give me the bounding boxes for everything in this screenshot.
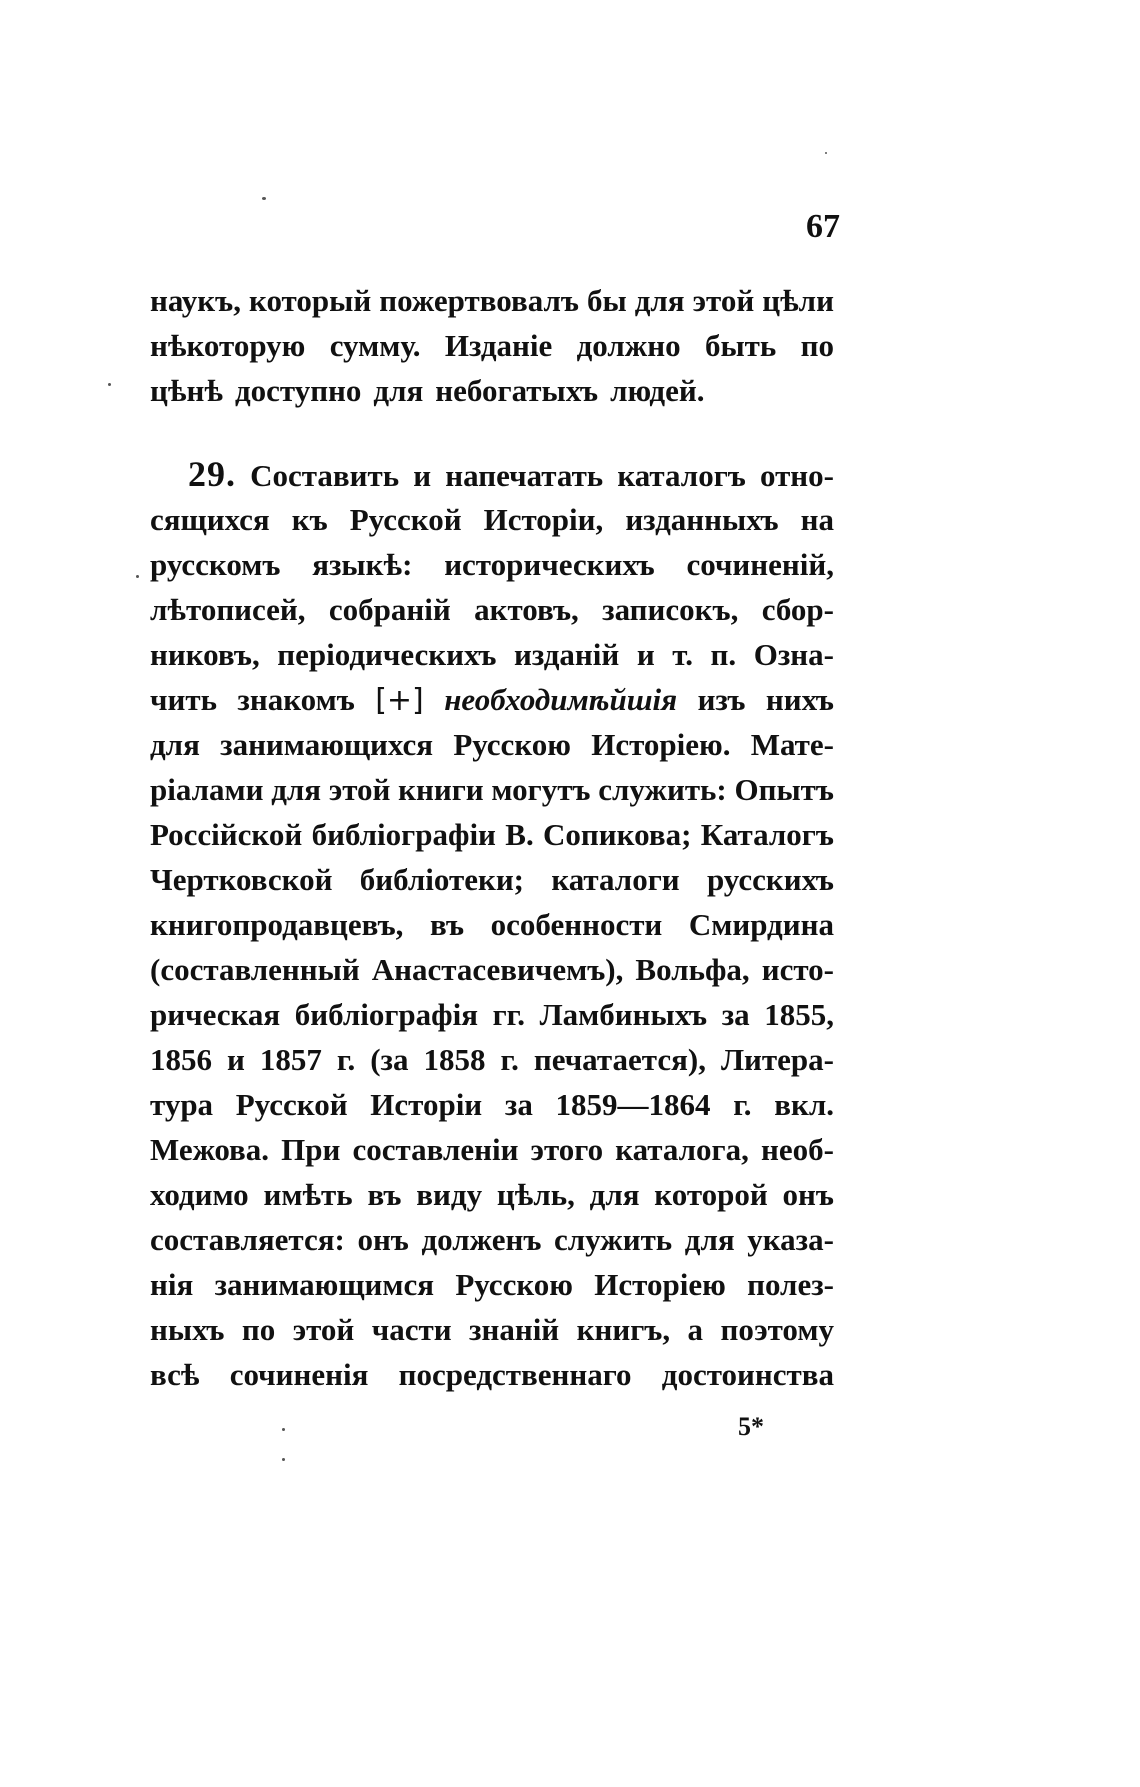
scan-speck xyxy=(282,1428,285,1431)
page-number: 67 xyxy=(806,208,840,245)
scan-speck xyxy=(825,152,827,154)
item-number: 29. xyxy=(188,454,236,494)
signature-mark: 5* xyxy=(738,1412,764,1441)
italic-term: необходимѣйшія xyxy=(444,682,678,717)
text-line: рическая библіографія гг. Ламбиныхъ за 1855, xyxy=(150,997,834,1032)
text-line: Россійской библіографіи В. Сопикова; Каталогъ xyxy=(150,817,834,852)
paragraph-item-29 xyxy=(150,452,834,1397)
text-line: всѣ сочиненія посредственнаго достоинства xyxy=(150,1357,834,1392)
text-line: ходимо имѣть въ виду цѣль, для которой онъ xyxy=(150,1177,834,1212)
text-line: Чертковской библіотеки; каталоги русскихъ xyxy=(150,862,834,897)
text-line: (составленный Анастасевичемъ), Вольфа, исто- xyxy=(150,952,834,987)
text-line: составляется: онъ долженъ служить для указа- xyxy=(150,1222,834,1257)
text-line: сящихся къ Русской Исторіи, изданныхъ на xyxy=(150,502,834,537)
text-line: Межова. При составленіи этого каталога, необ- xyxy=(150,1132,834,1167)
text-line: нѣкоторую сумму. Изданіе должно быть по xyxy=(150,328,834,363)
text-line: наукъ, который пожертвовалъ бы для этой цѣли xyxy=(150,283,834,318)
scan-speck xyxy=(136,575,139,578)
scan-speck xyxy=(262,197,266,200)
text-line: цѣнѣ доступно для небогатыхъ людей. xyxy=(150,373,705,408)
cross-mark: [+] xyxy=(375,683,424,718)
scan-speck xyxy=(108,383,111,386)
text-line: тура Русской Исторіи за 1859—1864 г. вкл. xyxy=(150,1087,834,1122)
text-line: 29. Составить и напечатать каталогъ отно- xyxy=(150,452,834,497)
scan-speck xyxy=(282,1458,285,1461)
text-line: никовъ, періодическихъ изданій и т. п. Озна- xyxy=(150,637,834,672)
text-line: нія занимающимся Русскою Исторіею полез- xyxy=(150,1267,834,1302)
text-line: чить знакомъ [+] необходимѣйшія изъ нихъ xyxy=(150,677,834,722)
text-line: ныхъ по этой части знаній книгъ, а поэтому xyxy=(150,1312,834,1347)
text-line: 1856 и 1857 г. (за 1858 г. печатается), Литера- xyxy=(150,1042,834,1077)
text-line: для занимающихся Русскою Исторіею. Мате- xyxy=(150,727,834,762)
text-line: русскомъ языкѣ: историческихъ сочиненій, xyxy=(150,547,834,582)
text-line: ріалами для этой книги могутъ служить: Опытъ xyxy=(150,772,834,807)
paragraph-continuation xyxy=(150,278,834,413)
text-line: книгопродавцевъ, въ особенности Смирдина xyxy=(150,907,834,942)
text-line: лѣтописей, собраній актовъ, записокъ, сбор- xyxy=(150,592,834,627)
